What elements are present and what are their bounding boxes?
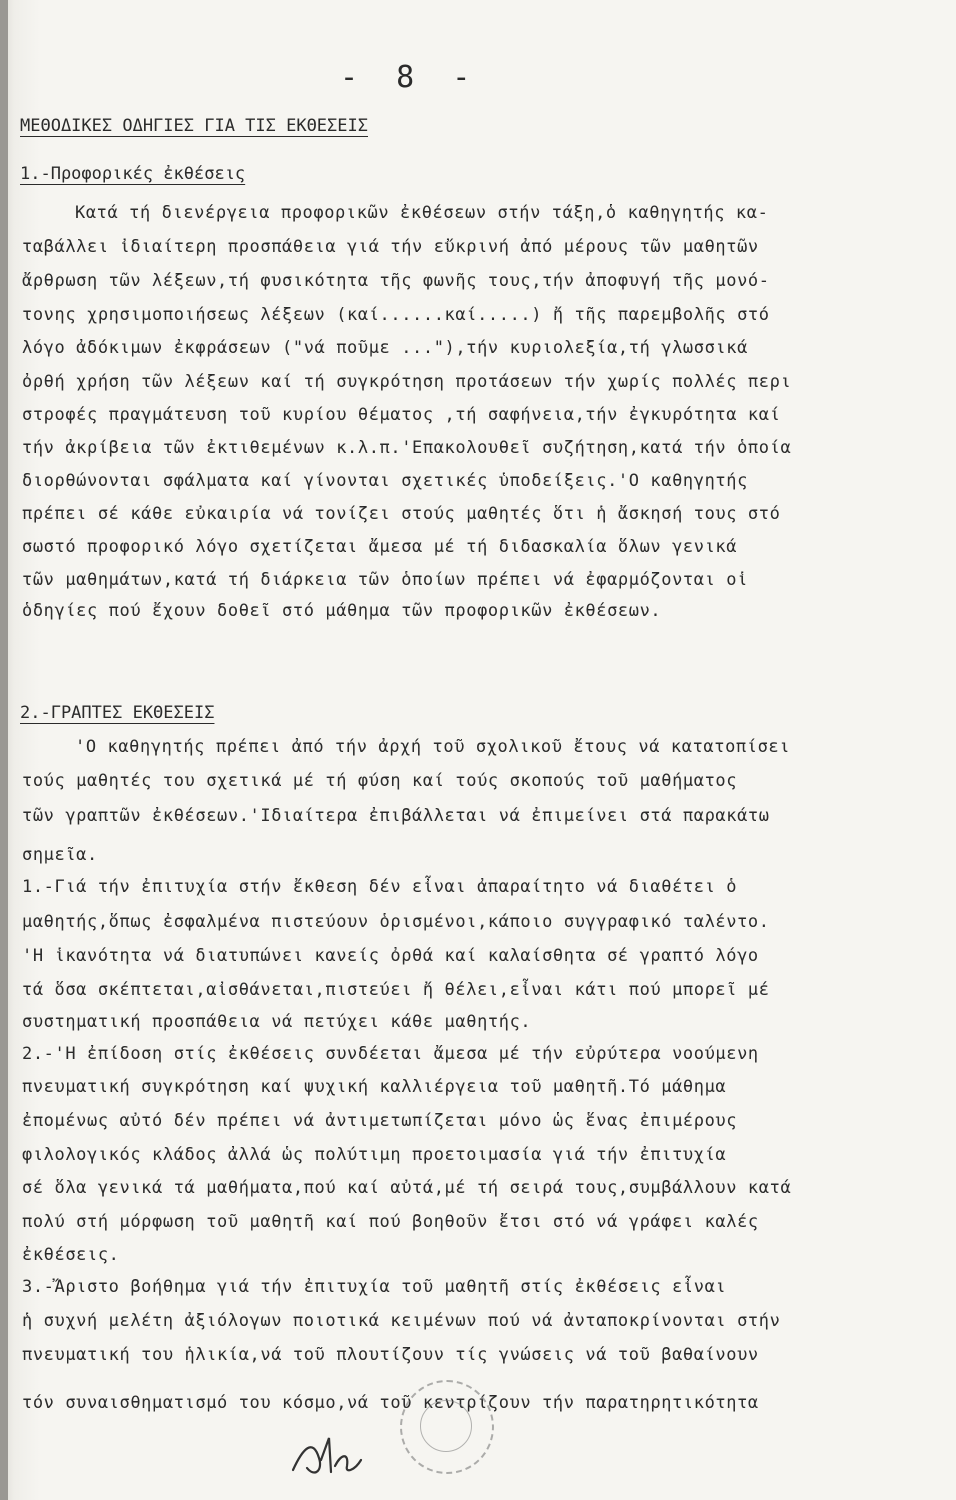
handwritten-signature (285, 1408, 405, 1488)
section2-line: 'Ο καθηγητής πρέπει ἀπό τήν ἀρχή τοῦ σχολικοῦ ἔτους νά κατατοπίσει (75, 737, 791, 757)
section2-line: πολύ στή μόρφωση τοῦ μαθητῆ καί πού βοηθοῦν ἔτσι στό νά γράφει καλές (22, 1212, 759, 1232)
section2-line: ἐκθέσεις. (22, 1245, 120, 1265)
section1-line: τονης χρησιμοποιήσεως λέξεων (καί......καί.....) ἤ τῆς παρεμβολῆς στό (22, 305, 770, 325)
section2-line: 'Η ἱκανότητα νά διατυπώνει κανείς ὀρθά καί καλαίσθητα σέ γραπτό λόγο (22, 946, 759, 966)
section1-line: διορθώνονται σφάλματα καί γίνονται σχετικές ὑποδείξεις.'Ο καθηγητής (22, 471, 748, 491)
section1-line: ταβάλλει ἰδιαίτερη προσπάθεια γιά τήν εὔκρινή ἀπό μέρους τῶν μαθητῶν (22, 237, 759, 257)
section2-line: ἡ συχνή μελέτη ἀξιόλογων ποιοτικά κειμένων πού νά ἀνταποκρίνονται στήν (22, 1311, 781, 1331)
document-title: ΜΕΘΟΔΙΚΕΣ ΟΔΗΓΙΕΣ ΓΙΑ ΤΙΣ ΕΚΘΕΣΕΙΣ (20, 116, 368, 136)
section1-line: Κατά τή διενέργεια προφορικῶν ἐκθέσεων στήν τάξη,ὁ καθηγητής κα- (75, 203, 769, 223)
section1-line: ἄρθρωση τῶν λέξεων,τή φυσικότητα τῆς φωνῆς τους,τήν ἀποφυγή τῆς μονό- (22, 271, 770, 291)
section2-line: τόν συναισθηματισμό του κόσμο,νά τοῦ κεντρίζουν τήν παρατηρητικότητα (22, 1393, 759, 1413)
section2-line: σέ ὅλα γενικά τά μαθήματα,πού καί αὐτά,μέ τή σειρά τους,συμβάλλουν κατά (22, 1178, 792, 1198)
section2-line: σημεῖα. (22, 845, 98, 865)
section1-heading: 1.-Προφορικές ἐκθέσεις (20, 164, 246, 184)
section1-line: στροφές πραγμάτευση τοῦ κυρίου θέματος ,τή σαφήνεια,τήν ἐγκυρότητα καί (22, 405, 781, 425)
section2-line: μαθητής,ὅπως ἐσφαλμένα πιστεύουν ὁρισμένοι,κάποιο συγγραφικό ταλέντο. (22, 912, 770, 932)
section2-line: τούς μαθητές του σχετικά μέ τή φύση καί τούς σκοπούς τοῦ μαθήματος (22, 771, 738, 791)
section1-line: πρέπει σέ κάθε εὐκαιρία νά τονίζει στούς μαθητές ὅτι ἡ ἄσκησή τους στό (22, 504, 781, 524)
page-edge-shadow (0, 0, 8, 1500)
page-number: - 8 - (340, 60, 481, 95)
section1-line: ὁδηγίες πού ἔχουν δοθεῖ στό μάθημα τῶν προφορικῶν ἐκθέσεων. (22, 601, 662, 621)
section2-line: τῶν γραπτῶν ἐκθέσεων.'Ιδιαίτερα ἐπιβάλλεται νά ἐπιμείνει στά παρακάτω (22, 806, 770, 826)
section1-line: τῶν μαθημάτων,κατά τή διάρκεια τῶν ὁποίων πρέπει νά ἐφαρμόζονται οἱ (22, 570, 748, 590)
section2-line: 2.-'Η ἐπίδοση στίς ἐκθέσεις συνδέεται ἄμεσα μέ τήν εὐρύτερα νοούμενη (22, 1044, 759, 1064)
section1-line: ὀρθή χρήση τῶν λέξεων καί τή συγκρότηση προτάσεων τήν χωρίς πολλές περι (22, 372, 792, 392)
section2-line: συστηματική προσπάθεια νά πετύχει κάθε μαθητής. (22, 1012, 532, 1032)
section2-line: 3.-Ἄριστο βοήθημα γιά τήν ἐπιτυχία τοῦ μαθητῆ στίς ἐκθέσεις εἶναι (22, 1277, 727, 1297)
official-stamp (400, 1380, 494, 1474)
section1-line: σωστό προφορικό λόγο σχετίζεται ἄμεσα μέ τή διδασκαλία ὅλων γενικά (22, 537, 738, 557)
section2-line: πνευματική συγκρότηση καί ψυχική καλλιέργεια τοῦ μαθητῆ.Τό μάθημα (22, 1077, 727, 1097)
section1-line: τήν ἀκρίβεια τῶν ἐκτιθεμένων κ.λ.π.'Επακολουθεῖ συζήτηση,κατά τήν ὁποία (22, 438, 792, 458)
section2-line: 1.-Γιά τήν ἐπιτυχία στήν ἔκθεση δέν εἶναι ἀπαραίτητο νά διαθέτει ὁ (22, 877, 738, 897)
section2-heading: 2.-ΓΡΑΠΤΕΣ ΕΚΘΕΣΕΙΣ (20, 703, 215, 723)
section2-line: φιλολογικός κλάδος ἀλλά ὡς πολύτιμη προετοιμασία γιά τήν ἐπιτυχία (22, 1145, 727, 1165)
section2-line: πνευματική του ἡλικία,νά τοῦ πλουτίζουν τίς γνώσεις νά τοῦ βαθαίνουν (22, 1345, 759, 1365)
section1-line: λόγο ἀδόκιμων ἐκφράσεων ("νά ποῦμε ..."),τήν κυριολεξία,τή γλωσσικά (22, 338, 748, 358)
section2-line: τά ὅσα σκέπτεται,αἰσθάνεται,πιστεύει ἤ θέλει,εἶναι κάτι πού μπορεῖ μέ (22, 980, 770, 1000)
stamp-inner-ring (420, 1400, 472, 1452)
section2-line: ἐπομένως αὐτό δέν πρέπει νά ἀντιμετωπίζεται μόνο ὡς ἕνας ἐπιμέρους (22, 1111, 738, 1131)
